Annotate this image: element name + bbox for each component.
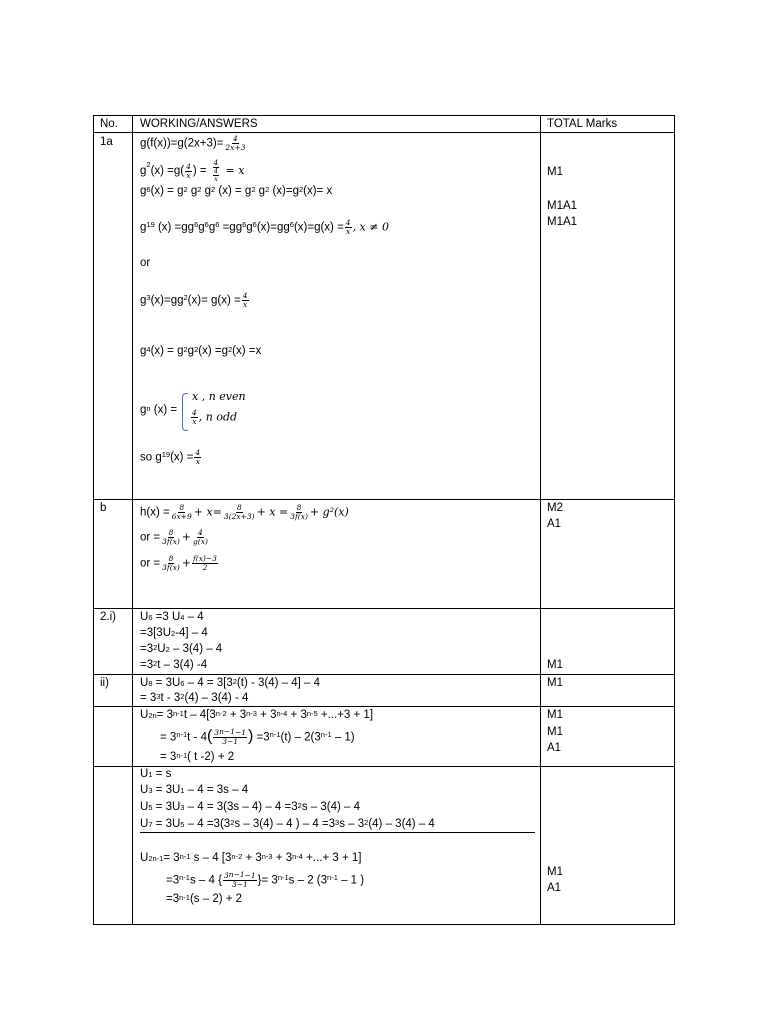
header-no: No. (100, 118, 118, 130)
uodd-line-2: $U_3 = 3U_1 - 4 = 3s - 4$ (140, 784, 249, 796)
row-divider-1b (93, 499, 675, 500)
q1a-line-7: $g^4(x) = g^2g^2(x) =g^2(x) =x$ (140, 345, 262, 357)
question-number: ii) (100, 677, 109, 689)
q1a-line-3: $g^6(x) = g^2$ $g^2$ $g^2$ $(x) = g^2$ $g^2$ $(x)=g^2(x)= x$ (140, 185, 333, 197)
uodd-line-5: $U_{2n-1}= 3^{n-1}$ s – 4 [$3^{n-2} + 3^{n-3} + 3^{n-4}$ +...+ 3 + 1] (140, 852, 362, 864)
q2i-line-2: $=3[3U_2-4] - 4$ (140, 627, 208, 639)
mark-m1: M1 (547, 677, 563, 689)
uodd-line-7: $=3^{n-1}(s - 2) + 2$ (166, 893, 243, 905)
table-border-top (93, 115, 675, 116)
mark-m2: M2 (547, 502, 563, 514)
uodd-line-6: $=3^{n-1}s - 4$ { $\frac{3^{n-1}-1}{3-1}$ }= $3^{n-1}s - 2$ (3$^{n-1}$ – 1 ) (166, 870, 365, 889)
row-divider-u2n-1 (93, 766, 675, 767)
q2ii-line-1: $U_8 = 3U_6 - 4 = 3[3^2(t) - 3(4) - 4] - 4$ (140, 677, 321, 689)
q1a-case-even: x , n even (192, 390, 246, 403)
u2n-line-1: $U_{2n}= 3^{n-1}t - 4[3^{n-2} + 3^{n-3} + 3^{n-4} + 3^{n-5} +...+3 + 1]$ (140, 709, 374, 721)
row-divider-2i (93, 608, 675, 609)
mark-a1: A1 (547, 742, 562, 754)
header-divider (93, 132, 675, 133)
q1a-line-1: g(f(x))=g(2x+3)= $\frac{4}{2x+3}$ (140, 134, 246, 152)
table-border-bottom (93, 924, 675, 925)
q1a-line-4: $g^{19}$ $(x) =gg^6g^6g^6 =gg^6g^6(x)=gg^6(x)=g(x)$ = $\frac{4}{x}$ , x ≠ 0 (140, 218, 389, 236)
header-working: WORKING/ANSWERS (140, 118, 258, 130)
mark-a1: A1 (547, 882, 562, 894)
question-number: b (100, 502, 107, 514)
q1b-line-2: or = $\frac{8}{3f(x)}$ + $\frac{4}{g(x)}$ (140, 528, 208, 546)
mark-m1a1: M1A1 (547, 216, 578, 228)
mark-m1: M1 (547, 866, 563, 878)
mark-a1: A1 (547, 518, 562, 530)
q2i-line-1: $U_6 =3$ $U_4 - 4$ (140, 611, 204, 623)
uodd-line-3: $U_5 = 3U_3 - 4 = 3(3s - 4) - 4 =3^2s - 3(4) - 4$ (140, 801, 360, 813)
row-divider-u2n (93, 706, 675, 707)
u2n-line-2: = $3^{n-1}t - 4$( $\frac{3^{n-1}-1}{3-1}$ ) $=3^{n-1}(t) - 2(3^{n-1} - 1)$ (160, 727, 355, 746)
question-number: 1a (100, 136, 113, 148)
table-border-right (674, 115, 675, 925)
mark-m1a1: M1A1 (547, 200, 578, 212)
table-border-left (93, 115, 94, 925)
u2n-line-3: = $3^{n-1}$( t -2) + 2 (160, 751, 235, 763)
q2i-line-4: $=3^2t - 3(4)$ -4 (140, 659, 208, 671)
piecewise-brace (182, 393, 188, 431)
row-divider-2ii (93, 674, 675, 675)
column-divider-2 (540, 115, 541, 925)
q2i-line-3: $=3^2U_2 - 3(4) - 4$ (140, 643, 223, 655)
header-marks: TOTAL Marks (547, 118, 618, 130)
q1a-case-odd: $\frac{4}{x}$ , n odd (192, 408, 238, 426)
q1a-line-2: $g^2(x) =g$( $\frac{4}{x}$ ) = $\frac{4}{\frac{4}{x}}$ = x (140, 158, 245, 183)
uodd-line-4: $U_7 = 3U_5 - 4 =3(3^2s - 3(4) - 4$ ) – $4 =3^3s - 3^2(4) - 3(4) - 4$ (140, 818, 435, 830)
column-divider-1 (132, 115, 133, 925)
uodd-line-1: $U_1 = s$ (140, 768, 172, 780)
q1a-line-6: $g^3(x)=gg^2(x)= g(x)$ = $\frac{4}{x}$ (140, 291, 248, 309)
q1a-line-8: $g^n$ (x) = (140, 404, 178, 416)
marking-scheme-table (93, 115, 675, 925)
mark-m1: M1 (547, 726, 563, 738)
separator-rule (140, 832, 535, 833)
q1b-line-1: h(x) = $\frac{8}{6x+9}$ + x= $\frac{8}{3(2x+3)}$ + x = $\frac{8}{3f(x)}$ + g²(x) (140, 503, 349, 521)
mark-m1: M1 (547, 166, 563, 178)
question-number: 2.i) (100, 611, 116, 623)
q1a-or: or (140, 257, 151, 269)
mark-m1: M1 (547, 659, 563, 671)
mark-m1: M1 (547, 709, 563, 721)
q1a-line-9: so $g^{19}(x)$ = $\frac{4}{x}$ (140, 448, 201, 466)
q2ii-line-2: = $3^3t - 3^2(4) - 3(4) - 4$ (140, 692, 249, 704)
q1b-line-3: or = $\frac{8}{3f(x)}$ + $\frac{f(x)-3}{2}$ (140, 554, 217, 572)
